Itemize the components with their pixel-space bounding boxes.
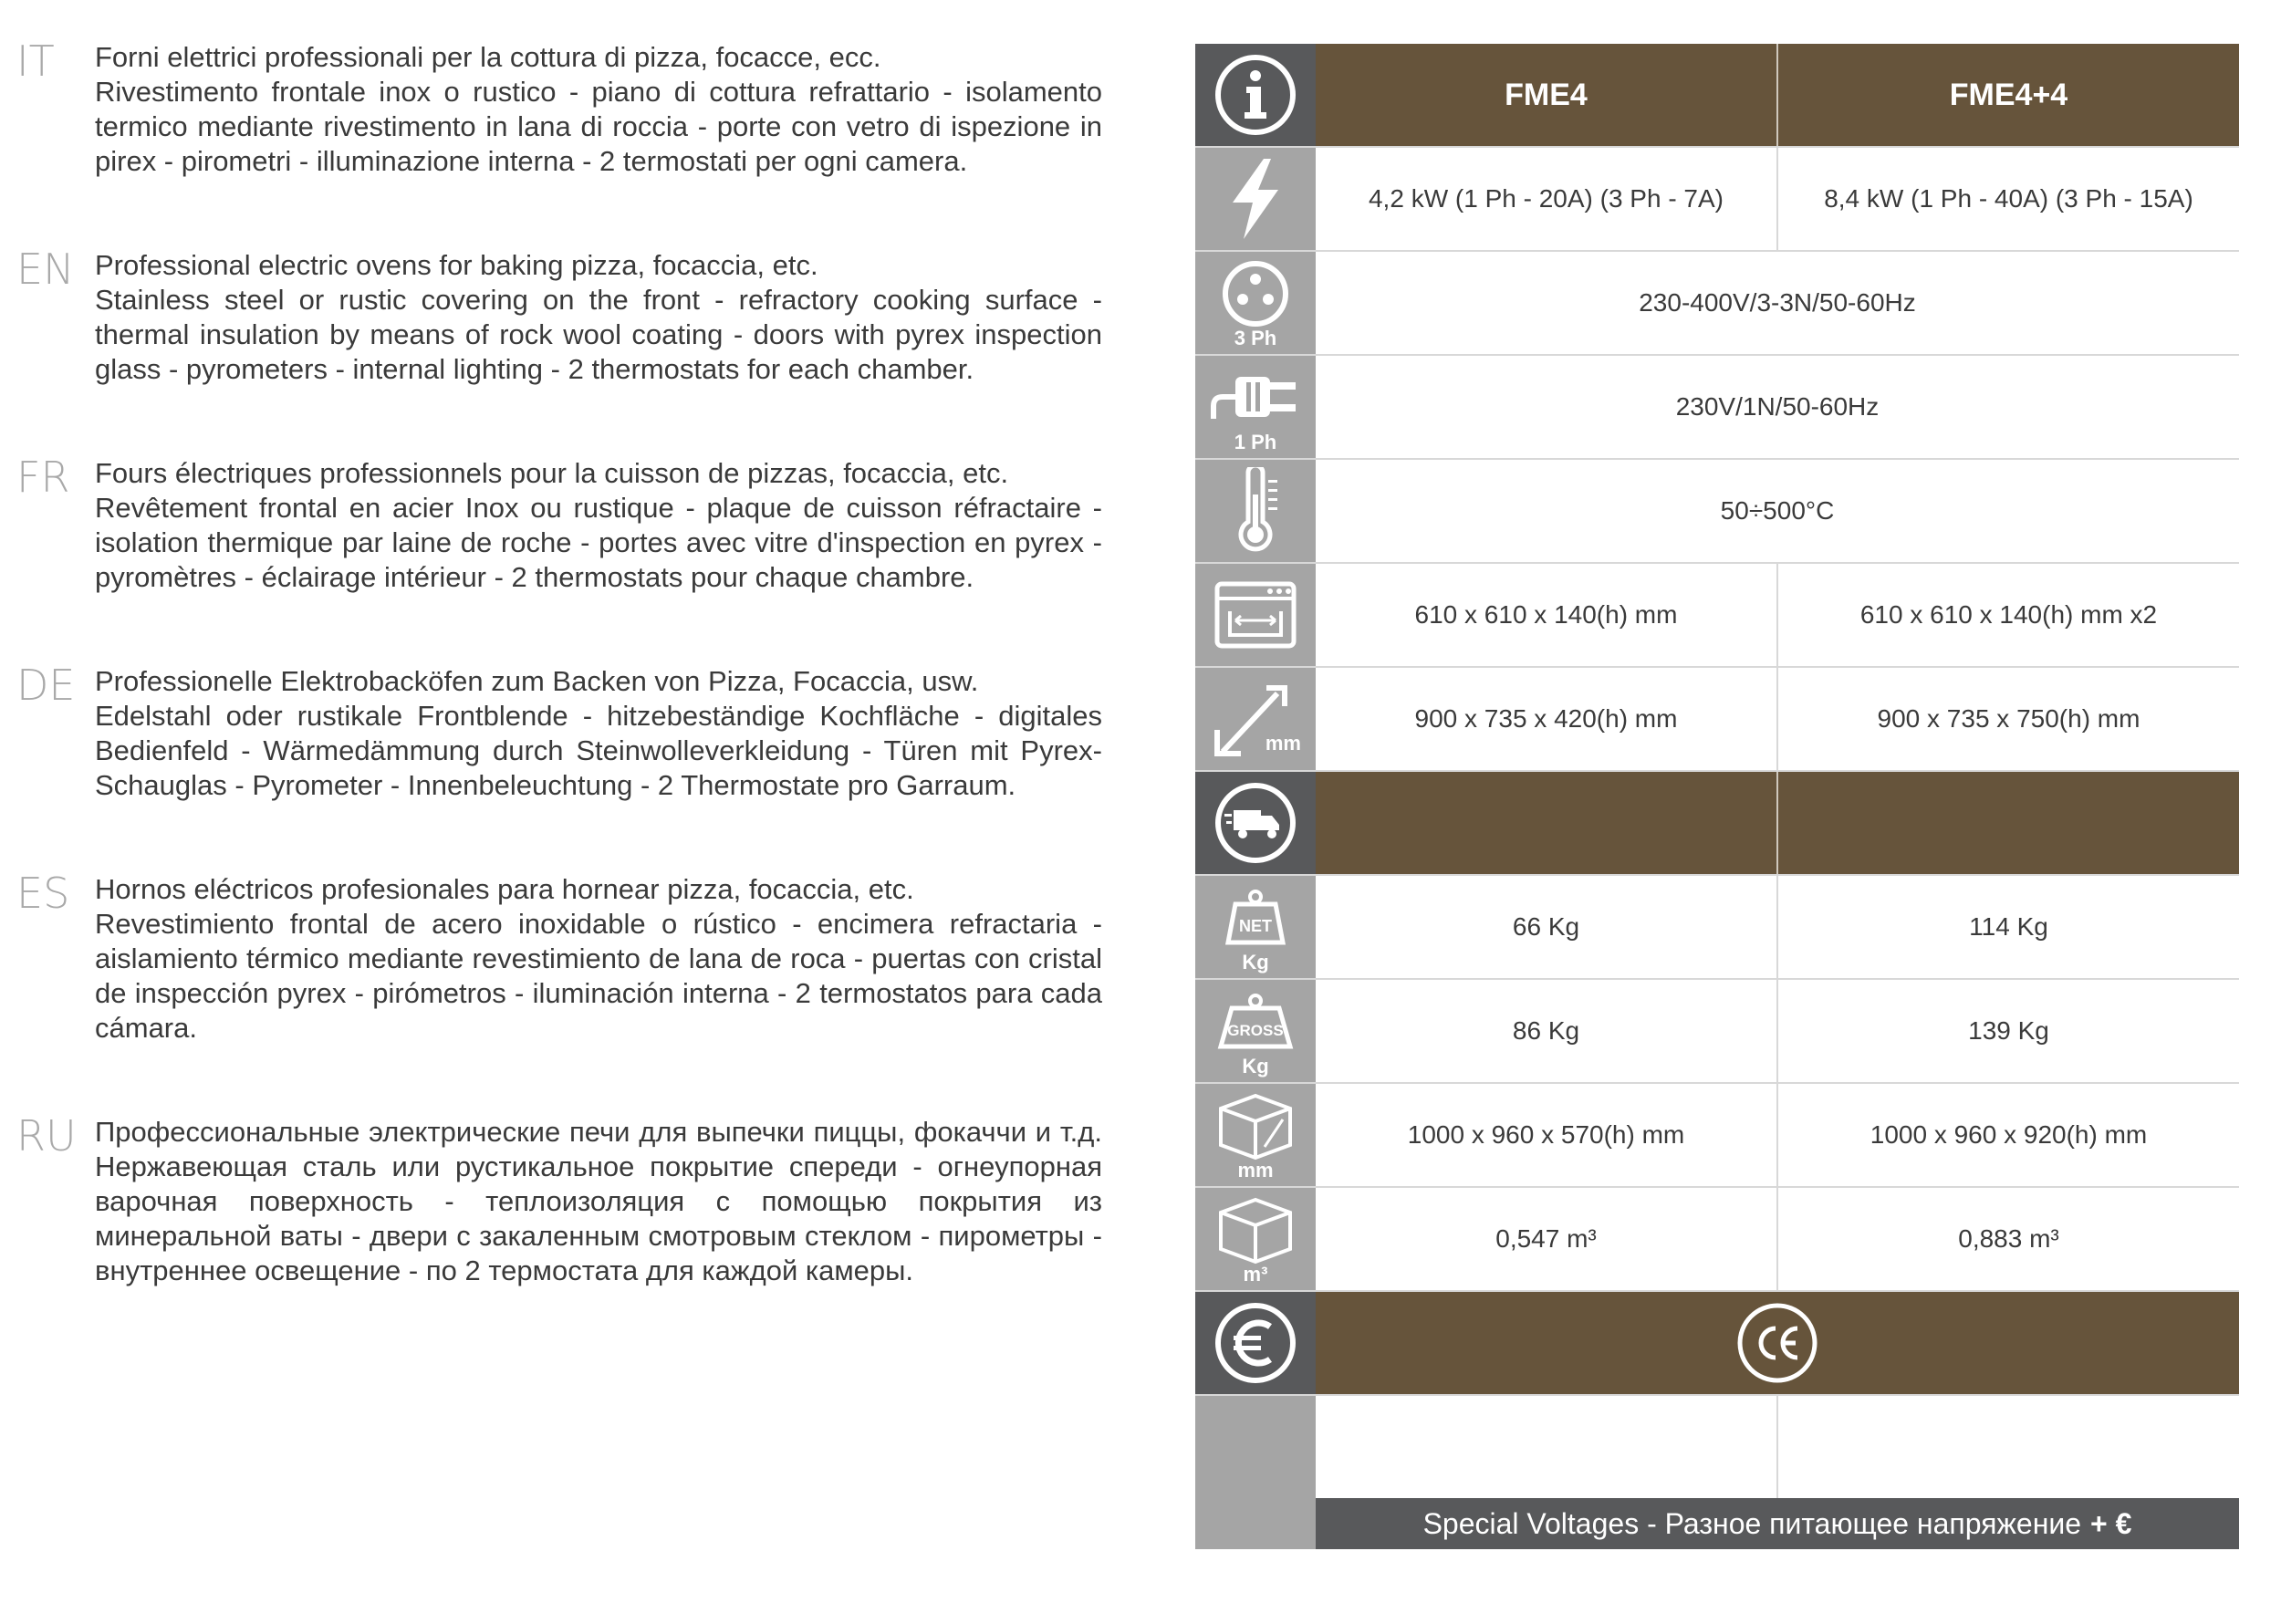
footer-spacer	[1195, 1498, 1316, 1549]
net-label: NET	[1239, 917, 1272, 935]
spec-table	[1195, 44, 2239, 1549]
resize-arrow-icon	[1195, 668, 1316, 770]
table-row-net-weight	[1195, 876, 2239, 980]
packing-dimensions-value: 1000 x 960 x 570(h) mm	[1316, 1084, 1776, 1186]
volume-value: 0,547 m³	[1316, 1188, 1776, 1290]
net-weight-icon	[1195, 876, 1316, 978]
price-value	[1776, 1396, 2239, 1498]
chamber-value: 610 x 610 x 140(h) mm	[1316, 564, 1776, 666]
table-row-dimensions	[1195, 668, 2239, 772]
table-row-temperature	[1195, 460, 2239, 564]
description-body: Revestimiento frontal de acero inoxidable o rústico - encimera refractaria - aislamiento térmico mediante revestimiento de lana de roca - puertas con cristal de inspección pyrex - pirómetros - iluminación interna - 2 termostatos para cada cámara.	[95, 908, 1102, 1044]
package-box-icon	[1195, 1084, 1316, 1186]
table-shipping-row	[1195, 772, 2239, 876]
description-text	[95, 40, 1102, 179]
single-phase-value: 230V/1N/50-60Hz	[1316, 356, 2239, 458]
power-value: 8,4 kW (1 Ph - 40A) (3 Ph - 15A)	[1776, 148, 2239, 250]
description-title: Hornos eléctricos profesionales para hornear pizza, focaccia, etc.	[95, 873, 914, 905]
description-text	[95, 872, 1102, 1046]
plug-icon	[1195, 356, 1316, 458]
dimensions-value: 900 x 735 x 750(h) mm	[1776, 668, 2239, 770]
table-row-volume	[1195, 1188, 2239, 1292]
ce-mark-icon	[1735, 1301, 1819, 1385]
description-title: Forni elettrici professionali per la cottura di pizza, focacce, ecc.	[95, 41, 881, 73]
description-text	[95, 1115, 1102, 1288]
volume-value: 0,883 m³	[1776, 1188, 2239, 1290]
gross-weight-icon	[1195, 980, 1316, 1082]
description-text	[95, 664, 1102, 803]
model-header: FME4+4	[1776, 44, 2239, 146]
gross-unit: Kg	[1242, 1055, 1269, 1077]
desc-en	[16, 245, 1102, 387]
delivery-truck-icon	[1195, 772, 1316, 874]
table-row-packing-dimensions	[1195, 1084, 2239, 1188]
three-phase-label: 3 Ph	[1234, 327, 1277, 349]
volume-label: m³	[1243, 1263, 1268, 1286]
net-weight-value: 66 Kg	[1316, 876, 1776, 978]
euro-icon	[1195, 1292, 1316, 1394]
three-phase-socket-icon	[1195, 252, 1316, 354]
table-row-single-phase	[1195, 356, 2239, 460]
power-value: 4,2 kW (1 Ph - 20A) (3 Ph - 7A)	[1316, 148, 1776, 250]
description-body: Revêtement frontal en acier Inox ou rustique - plaque de cuisson réfractaire - isolation thermique par laine de roche - portes avec vitre d'inspection en pyrex - pyromètres - éclairage intérieur - 2 thermostats pour chaque chambre.	[95, 492, 1102, 593]
special-voltages-suffix: + €	[2090, 1506, 2132, 1540]
thermometer-icon	[1195, 460, 1316, 562]
table-row-chamber	[1195, 564, 2239, 668]
lightning-icon	[1195, 148, 1316, 250]
desc-it	[16, 36, 1102, 179]
price-value	[1316, 1396, 1776, 1498]
temperature-value: 50÷500°C	[1316, 460, 2239, 562]
table-row-gross-weight	[1195, 980, 2239, 1084]
packing-dimensions-label: mm	[1237, 1159, 1274, 1182]
language-code: IT	[16, 36, 55, 86]
desc-de	[16, 661, 1102, 803]
language-code: DE	[16, 661, 76, 710]
shipping-cell	[1776, 772, 2239, 874]
description-title: Professional electric ovens for baking pizza, focaccia, etc.	[95, 249, 818, 281]
oven-chamber-icon	[1195, 564, 1316, 666]
desc-es	[16, 869, 1102, 1046]
table-row-three-phase	[1195, 252, 2239, 356]
table-price-header-row	[1195, 1292, 2239, 1396]
ce-mark-cell	[1316, 1292, 2239, 1394]
desc-fr	[16, 453, 1102, 595]
language-code: FR	[16, 453, 70, 502]
special-voltages-text: Special Voltages - Разное питающее напряжение	[1422, 1506, 2082, 1540]
description-text	[95, 456, 1102, 595]
description-body: Edelstahl oder rustikale Frontblende - hitzebeständige Kochfläche - digitales Bedienfeld - Wärmedämmung durch Steinwolleverkleidung - Türen mit Pyrex-Schauglas - Pyrometer - Innenbeleuchtung - 2 Thermostate pro Garraum.	[95, 700, 1102, 801]
packing-dimensions-value: 1000 x 960 x 920(h) mm	[1776, 1084, 2239, 1186]
gross-weight-value: 139 Kg	[1776, 980, 2239, 1082]
description-title: Professionelle Elektrobacköfen zum Backen von Pizza, Focaccia, usw.	[95, 665, 979, 697]
table-row-power	[1195, 148, 2239, 252]
table-row-price	[1195, 1396, 2239, 1498]
net-unit: Kg	[1242, 951, 1269, 973]
dimensions-label: mm	[1265, 732, 1301, 755]
special-voltages-bar	[1316, 1498, 2239, 1549]
description-text	[95, 248, 1102, 387]
language-code: EN	[16, 245, 75, 294]
table-header-row	[1195, 44, 2239, 148]
price-icon-cell	[1195, 1396, 1316, 1498]
description-body: Rivestimento frontale inox o rustico - piano di cottura refrattario - isolamento termico mediante rivestimento in lana di roccia - porte con vetro di ispezione in pirex - pirometri - illuminazione interna - 2 termostati per ogni camera.	[95, 76, 1102, 177]
special-voltages-footer	[1195, 1498, 2239, 1549]
gross-weight-value: 86 Kg	[1316, 980, 1776, 1082]
dimensions-value: 900 x 735 x 420(h) mm	[1316, 668, 1776, 770]
model-header: FME4	[1316, 44, 1776, 146]
description-body: Stainless steel or rustic covering on the front - refractory cooking surface - thermal insulation by means of rock wool coating - doors with pyrex inspection glass - pyrometers - internal lighting - 2 thermostats for each chamber.	[95, 284, 1102, 385]
volume-box-icon	[1195, 1188, 1316, 1290]
shipping-cell	[1316, 772, 1776, 874]
single-phase-label: 1 Ph	[1234, 431, 1277, 453]
three-phase-value: 230-400V/3-3N/50-60Hz	[1316, 252, 2239, 354]
info-icon	[1195, 44, 1316, 146]
gross-label: GROSS	[1227, 1022, 1284, 1039]
net-weight-value: 114 Kg	[1776, 876, 2239, 978]
description-body: Профессиональные электрические печи для выпечки пиццы, фокаччи и т.д. Нержавеющая сталь или рустикальное покрытие спереди - огнеупорная варочная поверхность - теплоизоляция с помощью покрытия из минеральной ваты - двери с закаленным смотровым стеклом - пирометры - внутреннее освещение - по 2 термостата для каждой камеры.	[95, 1116, 1102, 1286]
desc-ru	[16, 1111, 1102, 1288]
language-code: ES	[16, 869, 70, 918]
description-title: Fours électriques professionnels pour la cuisson de pizzas, focaccia, etc.	[95, 457, 1009, 489]
chamber-value: 610 x 610 x 140(h) mm x2	[1776, 564, 2239, 666]
language-code: RU	[16, 1111, 77, 1161]
